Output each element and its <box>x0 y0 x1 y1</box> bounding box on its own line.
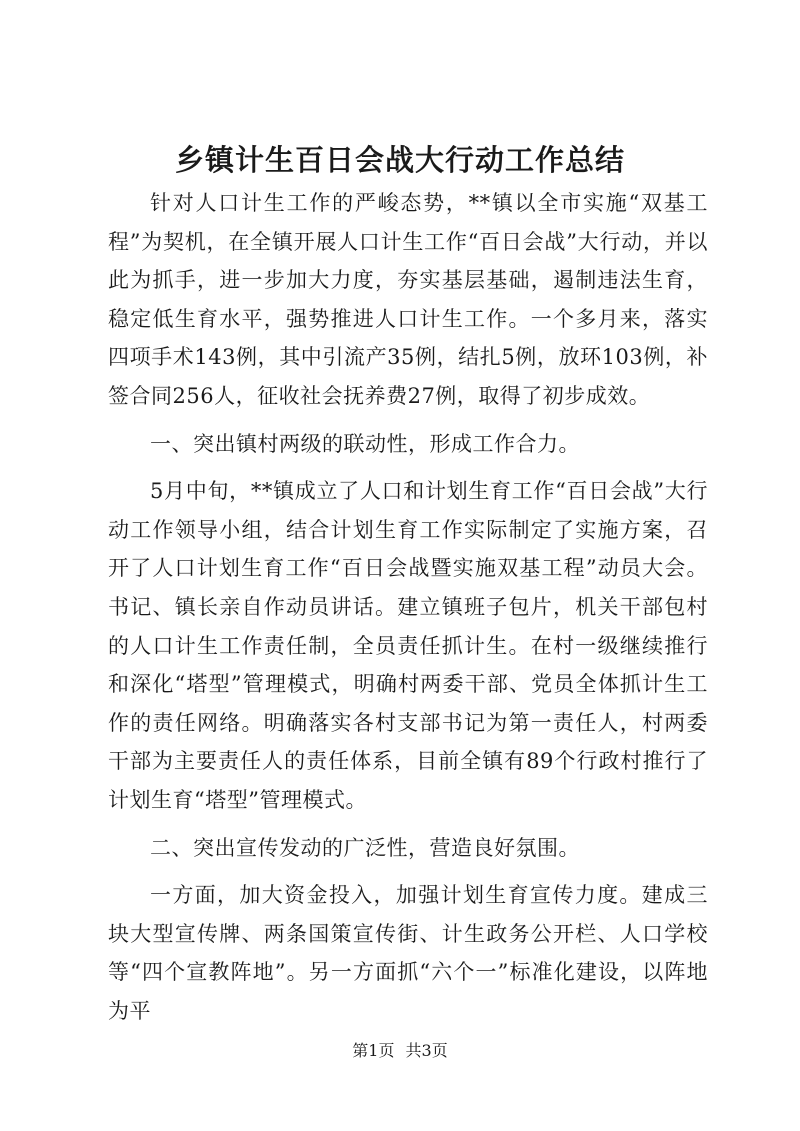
page-total: 共3页 <box>405 1041 448 1060</box>
section-heading-1: 一、突出镇村两级的联动性，形成工作合力。 <box>150 431 580 456</box>
page-number: 第1页 <box>352 1041 395 1060</box>
paragraph-section-1: 5月中旬，**镇成立了人口和计划生育工作“百日会战”大行动工作领导小组，结合计划生育工作实际制定了实施方案，召开了人口计划生育工作“百日会战暨实施双基工程”动员大会。书记、镇长亲自作动员讲话。建立镇班子包片，机关干部包村的人口计生工作责任制，全员责任抓计生。在村一级继续推行和深化“塔型”管理模式，明确村两委干部、党员全体抓计生工作的责任网络。明确落实各村支部书记为第一责任人，村两委干部为主要责任人的责任体系，目前全镇有89个行政村推行了计划生育“塔型”管理模式。 <box>108 479 708 812</box>
page-footer <box>0 1040 800 1062</box>
paragraph-intro: 针对人口计生工作的严峻态势，**镇以全市实施“双基工程”为契机，在全镇开展人口计生工作“百日会战”大行动，并以此为抓手，进一步加大力度，夯实基层基础，遏制违法生育，稳定低生育水平，强势推进人口计生工作。一个多月来，落实四项手术143例，其中引流产35例，结扎5例，放环103例，补签合同256人，征收社会抚养费27例，取得了初步成效。 <box>108 191 708 408</box>
section-heading-2: 二、突出宣传发动的广泛性，营造良好氛围。 <box>150 835 580 860</box>
document-body <box>108 184 708 1030</box>
document-title: 乡镇计生百日会战大行动工作总结 <box>174 143 625 177</box>
paragraph-section-2: 一方面，加大资金投入，加强计划生育宣传力度。建成三块大型宣传牌、两条国策宣传街、计生政务公开栏、人口学校等“四个宣教阵地”。另一方面抓“六个一”标准化建设，以阵地为平 <box>108 883 708 1023</box>
